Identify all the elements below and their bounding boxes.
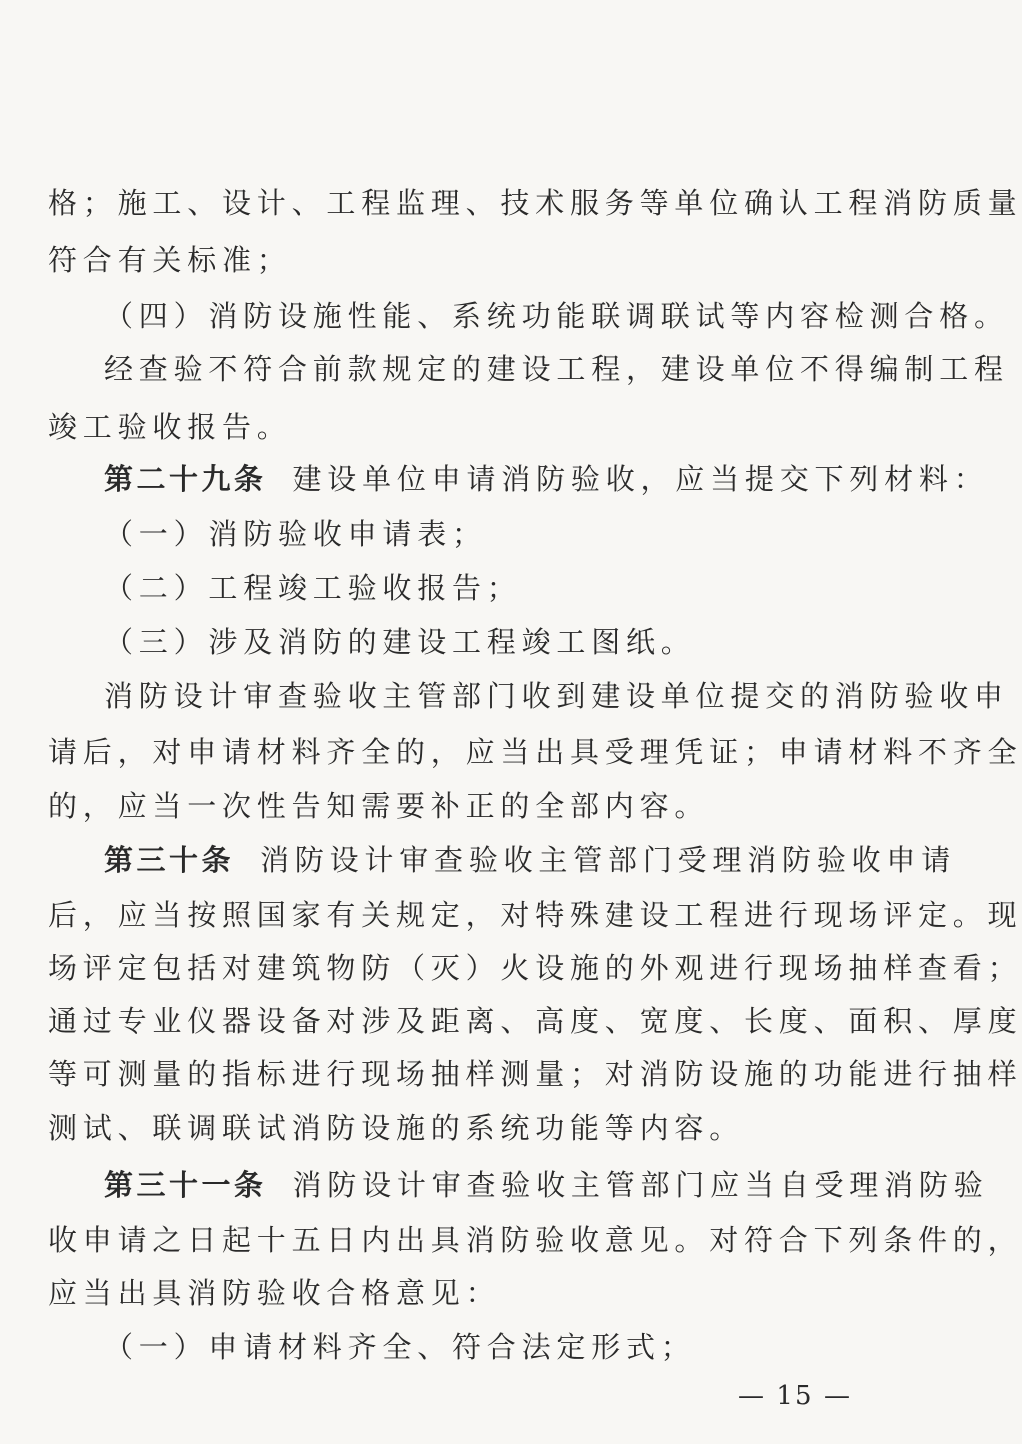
text-line-10: 消防设计审查验收主管部门收到建设单位提交的消防验收申 [104,679,1009,713]
article-31-number: 第三十一条 [104,1168,267,1202]
article-30-text: 消防设计审查验收主管部门受理消防验收申请 [260,843,957,877]
text-line-9: （三）涉及消防的建设工程竣工图纸。 [104,625,696,659]
text-line-8: （二）工程竣工验收报告； [104,571,522,605]
article-30-number: 第三十条 [104,843,234,877]
text-line-20: 收申请之日起十五日内出具消防验收意见。对符合下列条件的， [48,1223,1022,1257]
text-line-1: 格；施工、设计、工程监理、技术服务等单位确认工程消防质量 [48,186,1022,220]
text-line-17: 等可测量的指标进行现场抽样测量；对消防设施的功能进行抽样 [48,1057,1022,1091]
text-line-2: 符合有关标准； [48,243,292,277]
text-line-16: 通过专业仪器设备对涉及距离、高度、宽度、长度、面积、厚度 [48,1004,1022,1038]
page-number: — 15 — [738,1381,853,1411]
article-29-number: 第二十九条 [104,462,267,496]
text-line-21: 应当出具消防验收合格意见： [48,1276,501,1310]
text-line-15: 场评定包括对建筑物防（灭）火设施的外观进行现场抽样查看； [48,951,1022,985]
article-30-line [104,842,957,878]
text-line-22: （一）申请材料齐全、符合法定形式； [104,1330,696,1364]
text-line-14: 后，应当按照国家有关规定，对特殊建设工程进行现场评定。现 [48,898,1022,932]
article-29-text: 建设单位申请消防验收，应当提交下列材料： [292,462,989,496]
article-31-line [104,1167,989,1203]
text-line-5: 竣工验收报告。 [48,410,292,444]
article-31-text: 消防设计审查验收主管部门应当自受理消防验 [292,1168,989,1202]
text-line-11: 请后，对申请材料齐全的，应当出具受理凭证；申请材料不齐全 [48,735,1022,769]
text-line-4: 经查验不符合前款规定的建设工程，建设单位不得编制工程 [104,352,1009,386]
text-line-3: （四）消防设施性能、系统功能联调联试等内容检测合格。 [104,299,1009,333]
article-29-line [104,461,989,497]
text-line-7: （一）消防验收申请表； [104,517,487,551]
text-line-12: 的，应当一次性告知需要补正的全部内容。 [48,789,710,823]
text-line-18: 测试、联调联试消防设施的系统功能等内容。 [48,1111,745,1145]
